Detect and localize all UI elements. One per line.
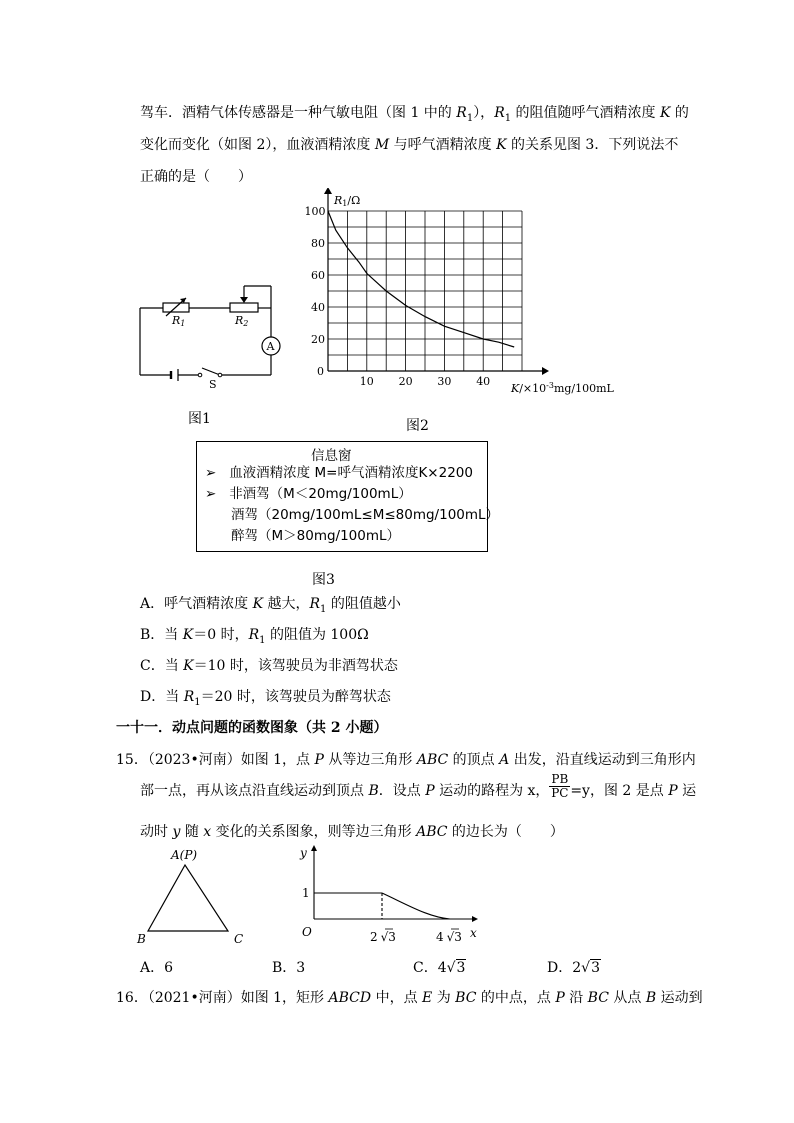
y-tick-label: 60 (311, 269, 325, 282)
graph-x-tick-4sqrt3: 4 √3 (436, 930, 462, 944)
r2-resistor (230, 303, 258, 312)
q15-option-c: C．4√3 (413, 960, 466, 976)
y-axis-label: R1/Ω (334, 194, 361, 208)
info-window-title: 信息窗 (311, 448, 352, 464)
q15-line-2: 部一点，再从该点沿直线运动到顶点 B．设点 P 运动的路程为 x， $\frac{PB}{PC}$ =y，图 2 是点 P 运 (140, 771, 697, 800)
pb-over-pc-fraction: $\frac{PB}{PC}$ (551, 771, 569, 800)
vertex-a-label: A(P) (171, 848, 198, 862)
graph-x-label: x (470, 926, 477, 940)
info-row-1: ➢ 血液酒精浓度 M=呼气酒精浓度K×2200 (205, 465, 473, 481)
q14-option-c: C．当 K＝10 时，该驾驶员为非酒驾状态 (140, 658, 398, 674)
intro-line-3: 正确的是（ ） (140, 169, 252, 185)
q15-triangle-figure (130, 843, 260, 948)
y-tick-label: 100 (304, 205, 326, 218)
q15-line-1: 15．（2023•河南）如图 1，点 P 从等边三角形 ABC 的顶点 A 出发，沿直线运动到三角形内 (116, 752, 696, 768)
figure-1-circuit (130, 280, 290, 390)
origin-label: 0 (317, 365, 324, 378)
q15-graph-figure (290, 843, 490, 948)
q14-option-b: B．当 K＝0 时，$R_1$ 的阻值为 100Ω (140, 627, 369, 646)
intro-line-1: 驾车．酒精气体传感器是一种气敏电阻（图 1 中的 $R_1$），$R_1$ 的阻值随呼气酒精浓度 K 的 (140, 105, 689, 124)
q14-option-d: D．当 $R_1=20$ 时，该驾驶员为醉驾状态 (140, 689, 391, 708)
graph-y-label: y (300, 846, 307, 860)
equilateral-triangle (148, 865, 228, 931)
info-window (196, 441, 500, 552)
x-axis-label: $K/\times 10^{-3}mg/100mL$ (511, 381, 614, 395)
r2-label: R2 (235, 314, 249, 328)
figure-2-chart (296, 188, 626, 398)
info-row-4: 醉驾（M＞80mg/100mL） (231, 528, 401, 544)
graph-y-tick-1: 1 (302, 886, 310, 900)
intro-line-2: 变化而变化（如图 2），血液酒精浓度 M 与呼气酒精浓度 K 的关系见图 3．下列说法不 (140, 137, 679, 153)
graph-x-tick-2sqrt3: 2 √3 (370, 930, 396, 944)
q16-line-1: 16．（2021•河南）如图 1，矩形 ABCD 中，点 E 为 BC 的中点，点 P 沿 BC 从点 B 运动到 (116, 990, 703, 1006)
graph-curve (382, 893, 450, 919)
x-tick-label: 20 (398, 375, 413, 388)
switch-label: S (209, 378, 217, 390)
info-row-3: 酒驾（20mg/100mL≤M≤80mg/100mL） (231, 507, 500, 523)
q15-option-d: D．2√3 (547, 960, 600, 976)
graph-origin-label: O (302, 925, 312, 939)
figure-1-caption: 图1 (188, 411, 211, 427)
section-heading: 一十一．动点问题的函数图象（共 2 小题） (116, 720, 388, 736)
r1-curve (328, 211, 514, 347)
figure-2-caption: 图2 (406, 418, 429, 434)
q15-line-3: 动时 y 随 x 变化的关系图象，则等边三角形 ABC 的边长为（ ） (140, 824, 564, 840)
ammeter-label: A (266, 340, 275, 353)
q15-option-a: A．6 (140, 960, 174, 976)
r1-label: R1 (172, 314, 186, 328)
y-tick-label: 40 (311, 301, 325, 314)
q14-option-a: A．呼气酒精浓度 K 越大，$R_1$ 的阻值越小 (140, 596, 401, 615)
info-row-2: ➢ 非酒驾（M＜20mg/100mL） (205, 486, 412, 502)
x-tick-label: 40 (476, 375, 491, 388)
vertex-b-label: B (137, 932, 146, 946)
figure-3-caption: 图3 (312, 572, 335, 588)
x-tick-label: 30 (437, 375, 452, 388)
y-tick-label: 80 (311, 237, 325, 250)
x-tick-label: 10 (359, 375, 374, 388)
vertex-c-label: C (234, 932, 244, 946)
y-tick-label: 20 (311, 333, 325, 346)
q15-option-b: B．3 (272, 960, 306, 976)
